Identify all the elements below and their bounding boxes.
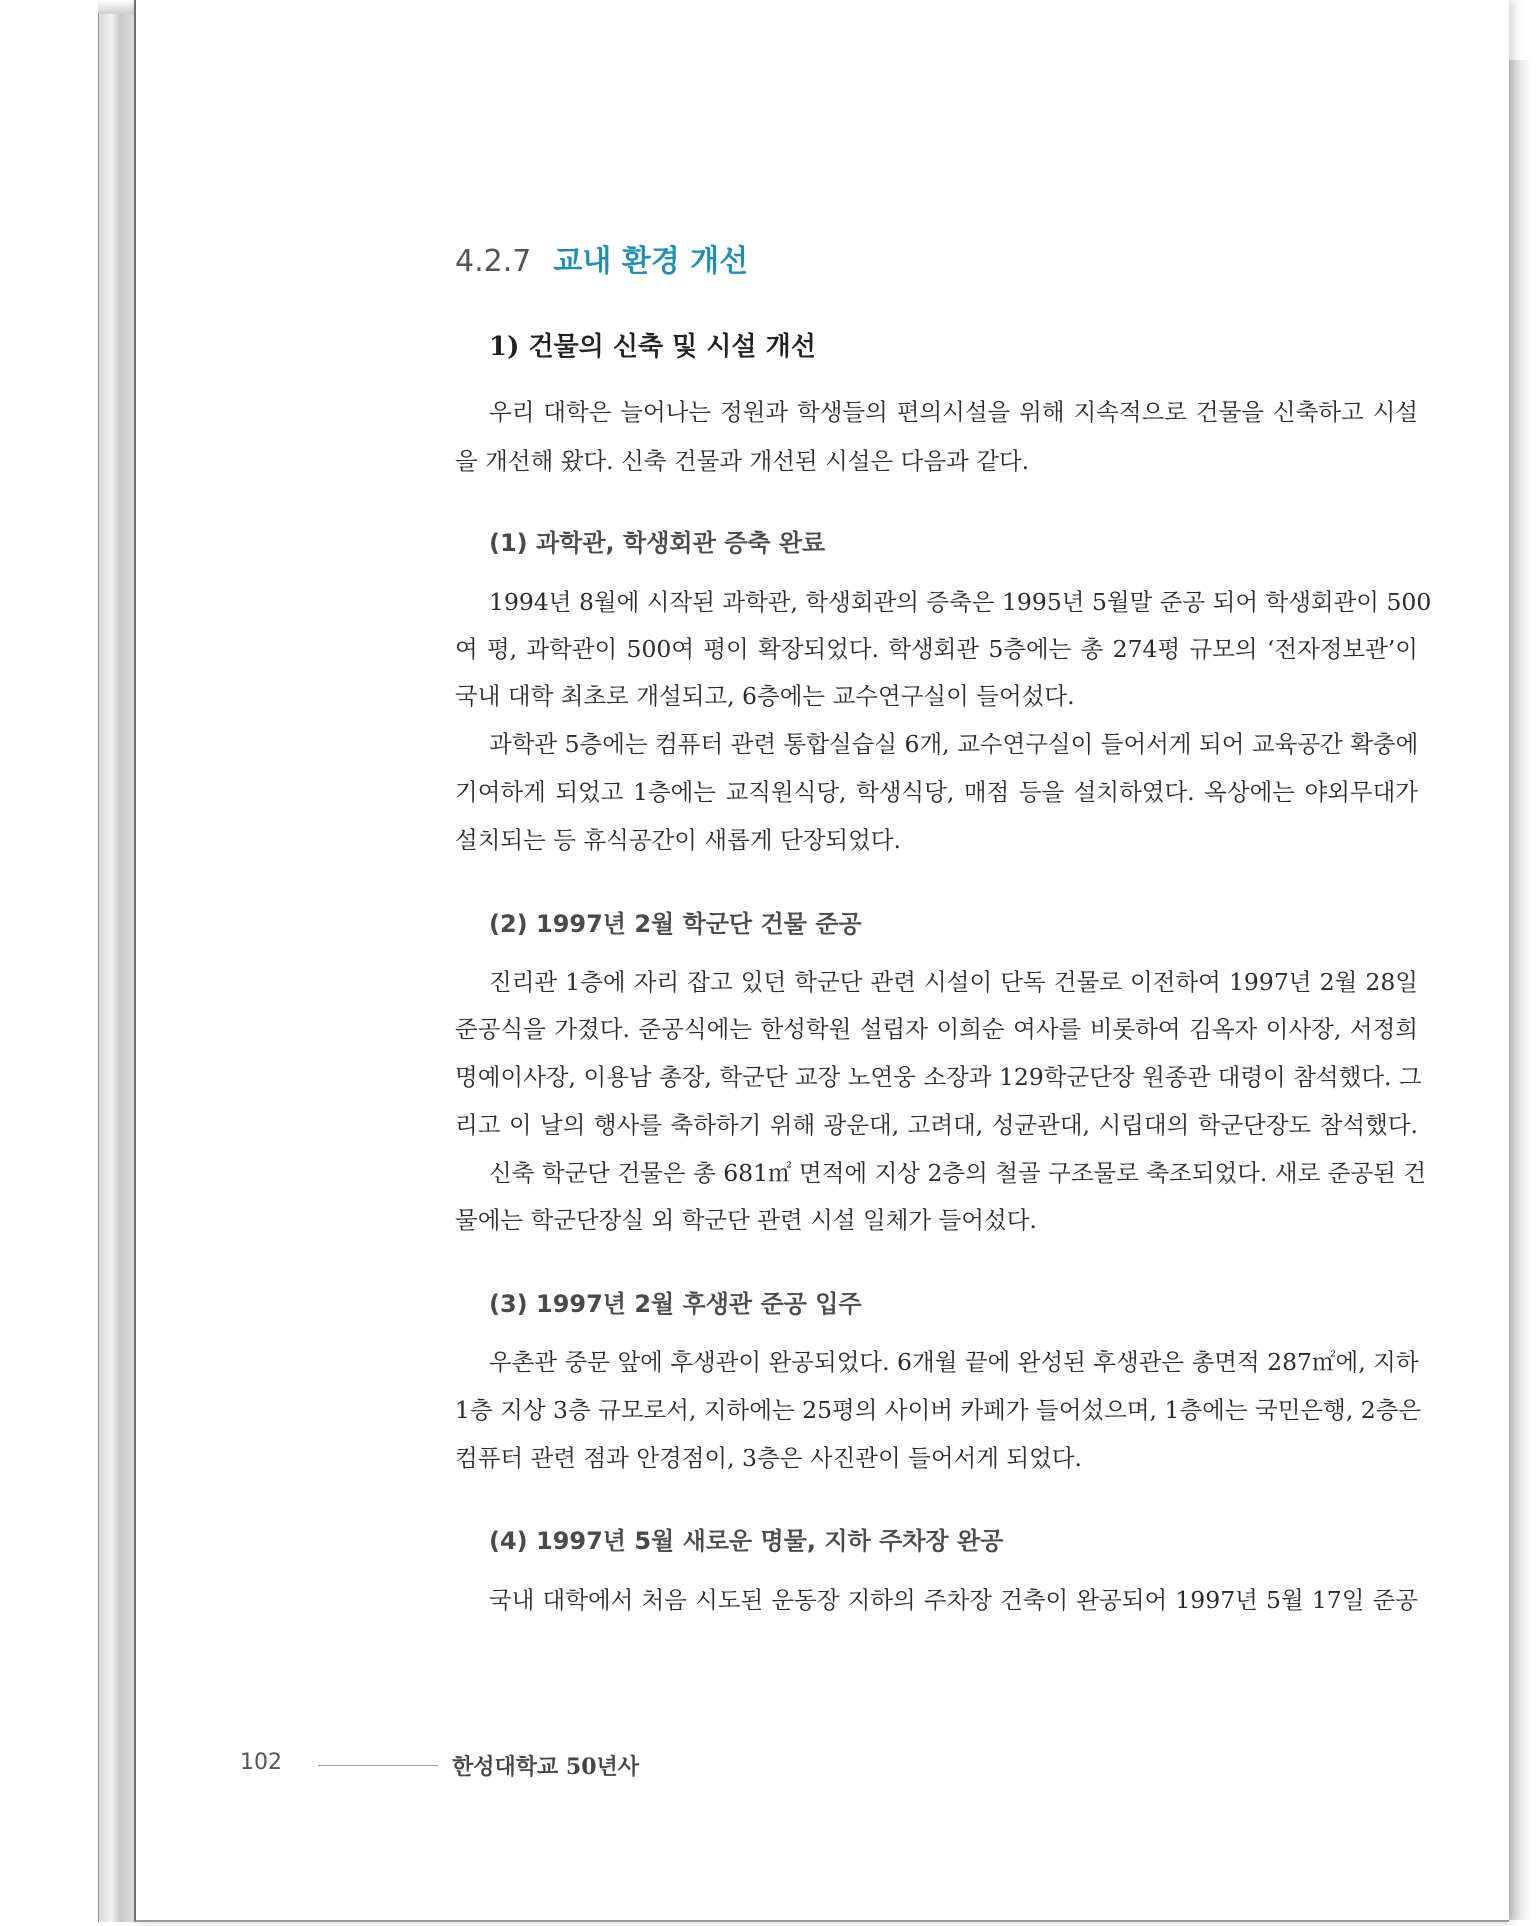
footer-divider	[318, 1765, 438, 1766]
item-heading: (4) 1997년 5월 새로운 명물, 지하 주차장 완공	[489, 1527, 1004, 1555]
section-title: 교내 환경 개선	[553, 244, 749, 279]
item-heading: (3) 1997년 2월 후생관 준공 입주	[489, 1290, 862, 1318]
body-line: 기여하게 되었고 1층에는 교직원식당, 학생식당, 매점 등을 설치하였다. 옥상에는 야외무대가	[455, 778, 1418, 806]
subsection-title: 1) 건물의 신축 및 시설 개선	[489, 332, 816, 362]
section-heading	[455, 236, 748, 280]
body-line: 국내 대학 최초로 개설되고, 6층에는 교수연구실이 들어섰다.	[455, 682, 1075, 710]
body-line: 을 개선해 왔다. 신축 건물과 개선된 시설은 다음과 같다.	[455, 447, 1030, 475]
body-line: 우리 대학은 늘어나는 정원과 학생들의 편의시설을 위해 지속적으로 건물을 신축하고 시설	[489, 398, 1418, 426]
document-page	[134, 0, 1509, 1922]
body-line: 과학관 5층에는 컴퓨터 관련 통합실습실 6개, 교수연구실이 들어서게 되어 교육공간 확충에	[489, 730, 1419, 758]
item-heading: (2) 1997년 2월 학군단 건물 준공	[489, 910, 862, 938]
body-line: 여 평, 과학관이 500여 평이 확장되었다. 학생회관 5층에는 총 274평 규모의 ‘전자정보관’이	[455, 635, 1418, 663]
body-line: 국내 대학에서 처음 시도된 운동장 지하의 주차장 건축이 완공되어 1997년 5월 17일 준공	[489, 1586, 1418, 1614]
body-line: 진리관 1층에 자리 잡고 있던 학군단 관련 시설이 단독 건물로 이전하여 1997년 2월 28일	[489, 968, 1418, 996]
page-number: 102	[240, 1750, 282, 1775]
body-line: 1994년 8월에 시작된 과학관, 학생회관의 증축은 1995년 5월말 준공 되어 학생회관이 500	[489, 588, 1432, 616]
body-line: 물에는 학군단장실 외 학군단 관련 시설 일체가 들어섰다.	[455, 1206, 1037, 1234]
book-edge	[98, 10, 135, 1922]
page-shadow	[1507, 60, 1531, 1920]
body-line: 설치되는 등 휴식공간이 새롭게 단장되었다.	[455, 826, 901, 854]
book-edge-top	[98, 0, 134, 14]
body-line: 우촌관 중문 앞에 후생관이 완공되었다. 6개월 끝에 완성된 후생관은 총면적 287㎡에, 지하	[489, 1348, 1419, 1376]
body-line: 신축 학군단 건물은 총 681㎡ 면적에 지상 2층의 철골 구조물로 축조되었다. 새로 준공된 건	[489, 1159, 1427, 1187]
section-number: 4.2.7	[455, 244, 532, 279]
body-line: 준공식을 가졌다. 준공식에는 한성학원 설립자 이희순 여사를 비롯하여 김옥자 이사장, 서정희	[455, 1015, 1418, 1043]
body-line: 리고 이 날의 행사를 축하하기 위해 광운대, 고려대, 성균관대, 시립대의 학군단장도 참석했다.	[455, 1111, 1418, 1139]
body-line: 1층 지상 3층 규모로서, 지하에는 25평의 사이버 카페가 들어섰으며, 1층에는 국민은행, 2층은	[455, 1396, 1422, 1424]
item-heading: (1) 과학관, 학생회관 증축 완료	[489, 529, 826, 557]
body-line: 명예이사장, 이용남 총장, 학군단 교장 노연웅 소장과 129학군단장 원종관 대령이 참석했다. 그	[455, 1063, 1422, 1091]
running-footer-title: 한성대학교 50년사	[452, 1754, 640, 1780]
body-line: 컴퓨터 관련 점과 안경점이, 3층은 사진관이 들어서게 되었다.	[455, 1444, 1083, 1472]
